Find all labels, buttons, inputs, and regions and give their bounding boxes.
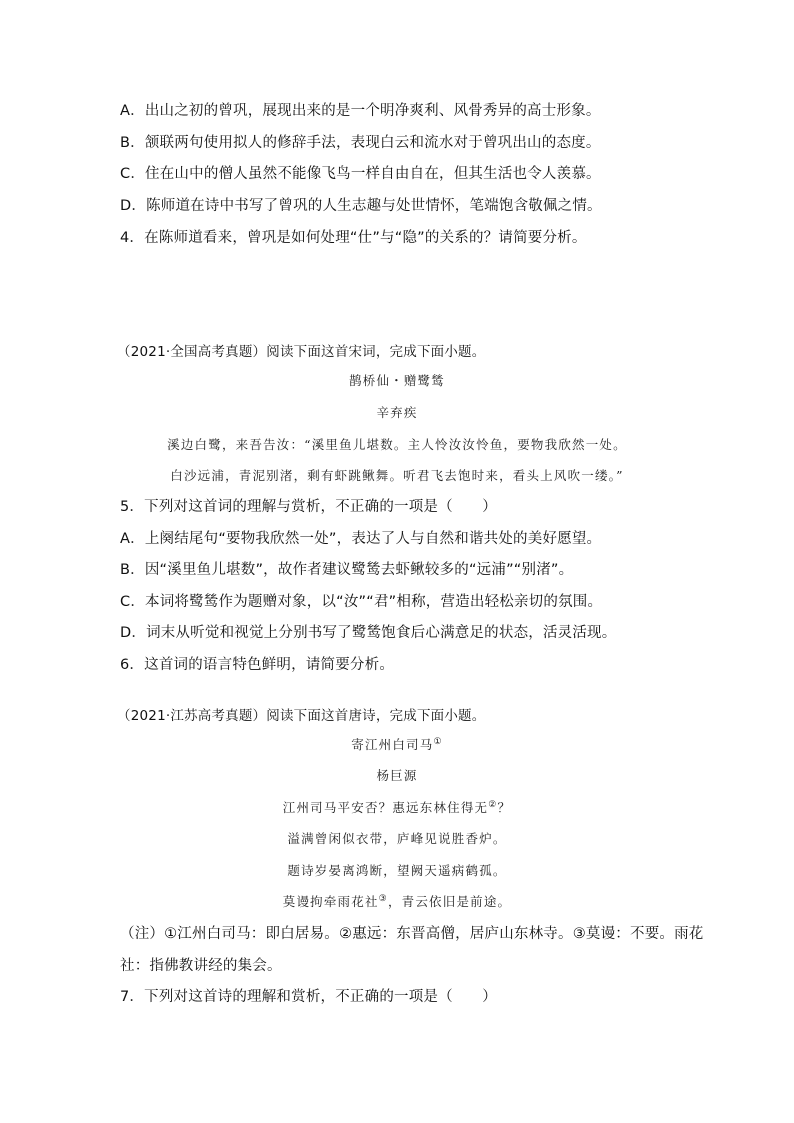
poem-notes-continued: 社：指佛教讲经的集会。 bbox=[120, 958, 282, 974]
option-c: C．住在山中的僧人虽然不能像飞鸟一样自由自在，但其生活也令人羡慕。 bbox=[120, 166, 601, 182]
poem-notes: （注）①江州白司马：即白居易。②惠远：东晋高僧，居庐山东林寺。③莫谩：不要。雨花 bbox=[120, 926, 704, 942]
option-c: C．本词将鹭鸶作为题赠对象，以“汝”“君”相称，营造出轻松亲切的氛围。 bbox=[120, 594, 603, 610]
poem-line: 溪边白鹭，来吾告汝：“溪里鱼儿堪数。主人怜汝汝怜鱼，要物我欣然一处。 bbox=[167, 437, 627, 452]
poem-line: 江州司马平安否？惠远东林住得无②？ bbox=[282, 799, 512, 815]
option-b: B．颔联两句使用拟人的修辞手法，表现白云和流水对于曾巩出山的态度。 bbox=[120, 135, 601, 151]
question-7: 7．下列对这首诗的理解和赏析，不正确的一项是（ ） bbox=[120, 989, 497, 1005]
question-source: （2021·全国高考真题）阅读下面这首宋词，完成下面小题。 bbox=[117, 344, 486, 360]
poem-line: 白沙远浦，青泥别渚，剩有虾跳鳅舞。听君飞去饱时来，看头上风吹一缕。” bbox=[170, 468, 624, 483]
option-a: A．上阕结尾句“要物我欣然一处”，表达了人与自然和谐共处的美好愿望。 bbox=[120, 531, 602, 547]
footnote-mark: ① bbox=[433, 736, 443, 747]
poem-author: 辛弃疾 bbox=[376, 405, 418, 420]
question-6: 6．这首词的语言特色鲜明，请简要分析。 bbox=[120, 657, 395, 673]
question-4: 4．在陈师道看来，曾巩是如何处理“仕”与“隐”的关系的？请简要分析。 bbox=[120, 230, 587, 246]
poem-author: 杨巨源 bbox=[376, 768, 418, 783]
poem-line: 莫谩拘牵雨花社③，青云依旧是前途。 bbox=[282, 893, 512, 909]
poem-title: 寄江州白司马① bbox=[351, 736, 443, 752]
footnote-mark: ③ bbox=[378, 893, 388, 904]
question-source: （2021·江苏高考真题）阅读下面这首唐诗，完成下面小题。 bbox=[117, 708, 486, 724]
question-5: 5．下列对这首词的理解与赏析，不正确的一项是（ ） bbox=[120, 499, 497, 515]
option-d: D．陈师道在诗中书写了曾巩的人生志趣与处世情怀，笔端饱含敬佩之情。 bbox=[120, 198, 602, 214]
poem-line: 溢满曾闲似衣带，庐峰见说胜香炉。 bbox=[287, 831, 507, 846]
poem-line: 题诗岁晏离鸿断，望阙天遥病鹤孤。 bbox=[287, 863, 507, 878]
option-d: D．词末从听觉和视觉上分别书写了鹭鸶饱食后心满意足的状态，活灵活现。 bbox=[120, 625, 617, 641]
poem-title: 鹊桥仙・赠鹭鸶 bbox=[349, 373, 445, 388]
option-a: A．出山之初的曾巩，展现出来的是一个明净爽利、风骨秀异的高士形象。 bbox=[120, 103, 601, 119]
footnote-mark: ② bbox=[488, 799, 498, 810]
option-b: B．因“溪里鱼儿堪数”，故作者建议鹭鸶去虾鳅较多的“远浦”“别渚”。 bbox=[120, 562, 574, 578]
